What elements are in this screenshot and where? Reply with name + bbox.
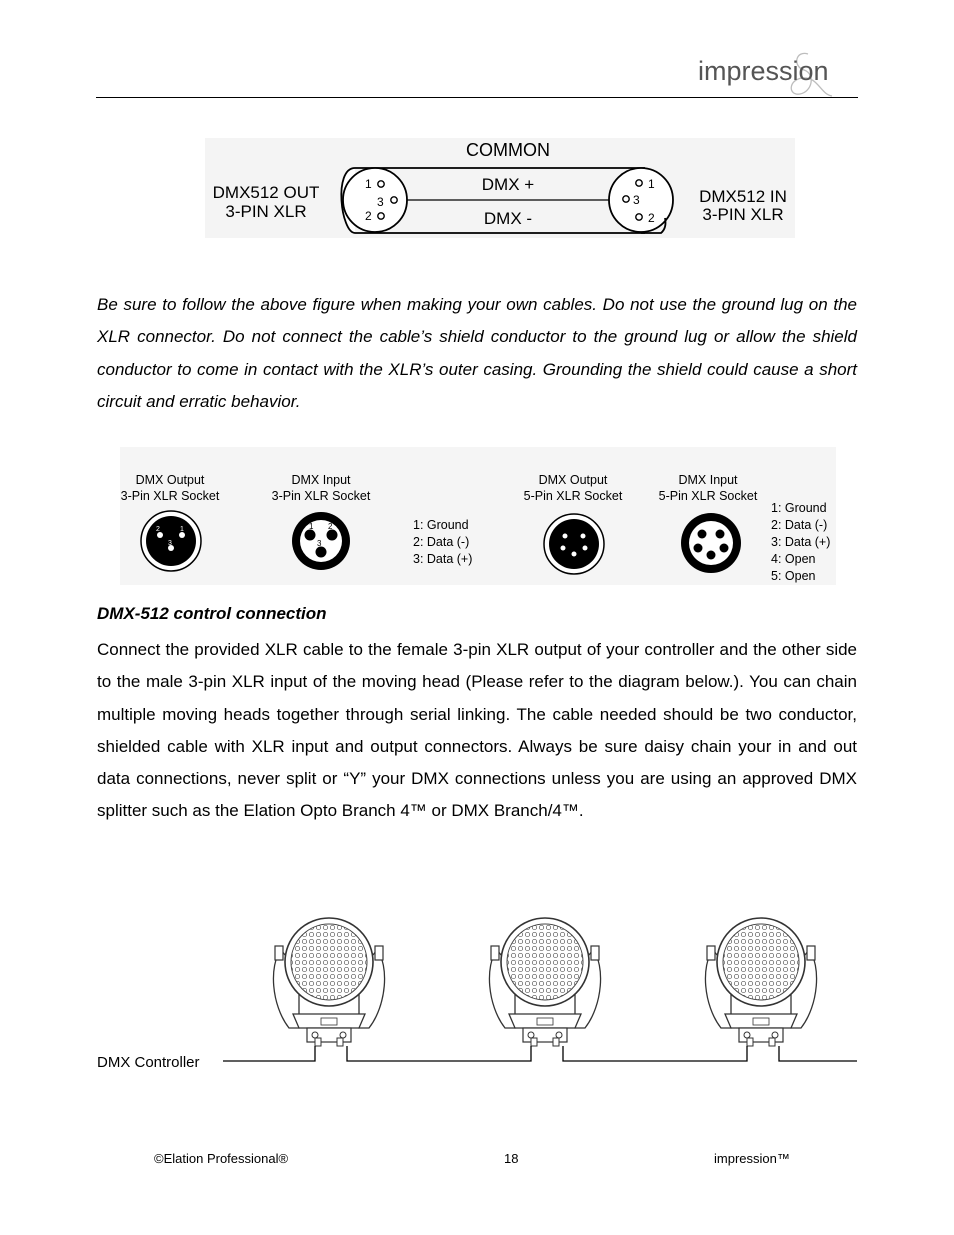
legend-3pin-3: 3: Data (+): [413, 552, 473, 566]
common-label: COMMON: [466, 140, 550, 160]
footer-copyright: ©Elation Professional®: [154, 1151, 289, 1166]
socket-3-title-line1: DMX Output: [538, 473, 608, 487]
section-heading: DMX-512 control connection: [97, 604, 327, 623]
out-pin-3-label: 3: [377, 195, 384, 209]
socket-1-title-line1: DMX Output: [135, 473, 205, 487]
in-pin-3-label: 3: [633, 193, 640, 207]
socket-output-3pin: [141, 511, 201, 571]
dmx-minus-label: DMX -: [483, 209, 533, 228]
legend-5pin-1: 1: Ground: [771, 501, 827, 515]
out-label-line2: 3-PIN XLR: [225, 202, 307, 221]
wiring-warning-paragraph: Be sure to follow the above figure when making your own cables. Do not use the ground lug on the XLR connector. Do not connect the cable’s shield conductor to the ground lug or allow the shield conductor to come in contact with the XLR’s outer casing. Grounding the shield could cause a short circuit and erratic behavior.: [97, 295, 857, 411]
legend-5pin-5: 5: Open: [771, 569, 816, 583]
legend-3pin-1: 1: Ground: [413, 518, 469, 532]
socket-input-5pin: [681, 513, 741, 573]
impression-logo: [696, 44, 862, 100]
socket-3-title-line2: 5-Pin XLR Socket: [523, 489, 623, 503]
socket-input-3pin: [292, 512, 350, 570]
footer-product-name: impression™: [714, 1151, 790, 1166]
footer-page-number: 18: [504, 1151, 519, 1166]
header-rule: [96, 97, 858, 98]
svg-text:3: 3: [168, 540, 172, 547]
socket-2-title-line2: 3-Pin XLR Socket: [271, 489, 371, 503]
svg-text:1: 1: [180, 526, 184, 533]
xlr-sockets-diagram: [120, 447, 836, 585]
daisy-chain-diagram: [95, 900, 860, 1080]
out-label-line1: DMX512 OUT: [212, 183, 320, 202]
in-label-line1: DMX512 IN: [699, 187, 787, 206]
moving-head-2: [489, 918, 600, 1046]
dmx-plus-label: DMX +: [481, 175, 535, 194]
section-body-paragraph: Connect the provided XLR cable to the female 3-pin XLR output of your controller and the other side to the male 3-pin XLR input of the moving head (Please refer to the diagram below.). You can chain multiple moving heads together through serial linking. The cable needed should be two conductor, shielded cable with XLR input and output connectors. Always be sure daisy chain your in and out data connections, never split or “Y” your DMX connections unless you are using an approved DMX splitter such as the Elation Opto Branch 4™ or DMX Branch/4™.: [97, 640, 857, 821]
out-pin-2-label: 2: [365, 209, 372, 223]
socket-output-5pin: [544, 514, 604, 574]
legend-5pin-3: 3: Data (+): [771, 535, 831, 549]
legend-5pin-2: 2: Data (-): [771, 518, 828, 532]
in-pin-2-label: 2: [648, 211, 655, 225]
svg-text:3: 3: [317, 539, 322, 548]
dmx-controller-label: DMX Controller: [97, 1054, 200, 1071]
legend-5pin-4: 4: Open: [771, 552, 816, 566]
svg-text:2: 2: [328, 522, 333, 531]
moving-head-3: [705, 918, 816, 1046]
logo-wordmark: impression: [698, 56, 829, 86]
socket-4-title-line2: 5-Pin XLR Socket: [658, 489, 758, 503]
xlr-cable-diagram: [205, 138, 795, 238]
socket-4-title-line1: DMX Input: [678, 473, 738, 487]
svg-text:1: 1: [309, 522, 314, 531]
socket-1-title-line2: 3-Pin XLR Socket: [120, 489, 220, 503]
legend-3pin-2: 2: Data (-): [413, 535, 470, 549]
in-label-line2: 3-PIN XLR: [702, 205, 784, 224]
in-pin-1-label: 1: [648, 177, 655, 191]
out-pin-1-label: 1: [365, 177, 372, 191]
svg-text:2: 2: [156, 526, 160, 533]
socket-2-title-line1: DMX Input: [291, 473, 351, 487]
moving-head-1: [273, 918, 384, 1046]
